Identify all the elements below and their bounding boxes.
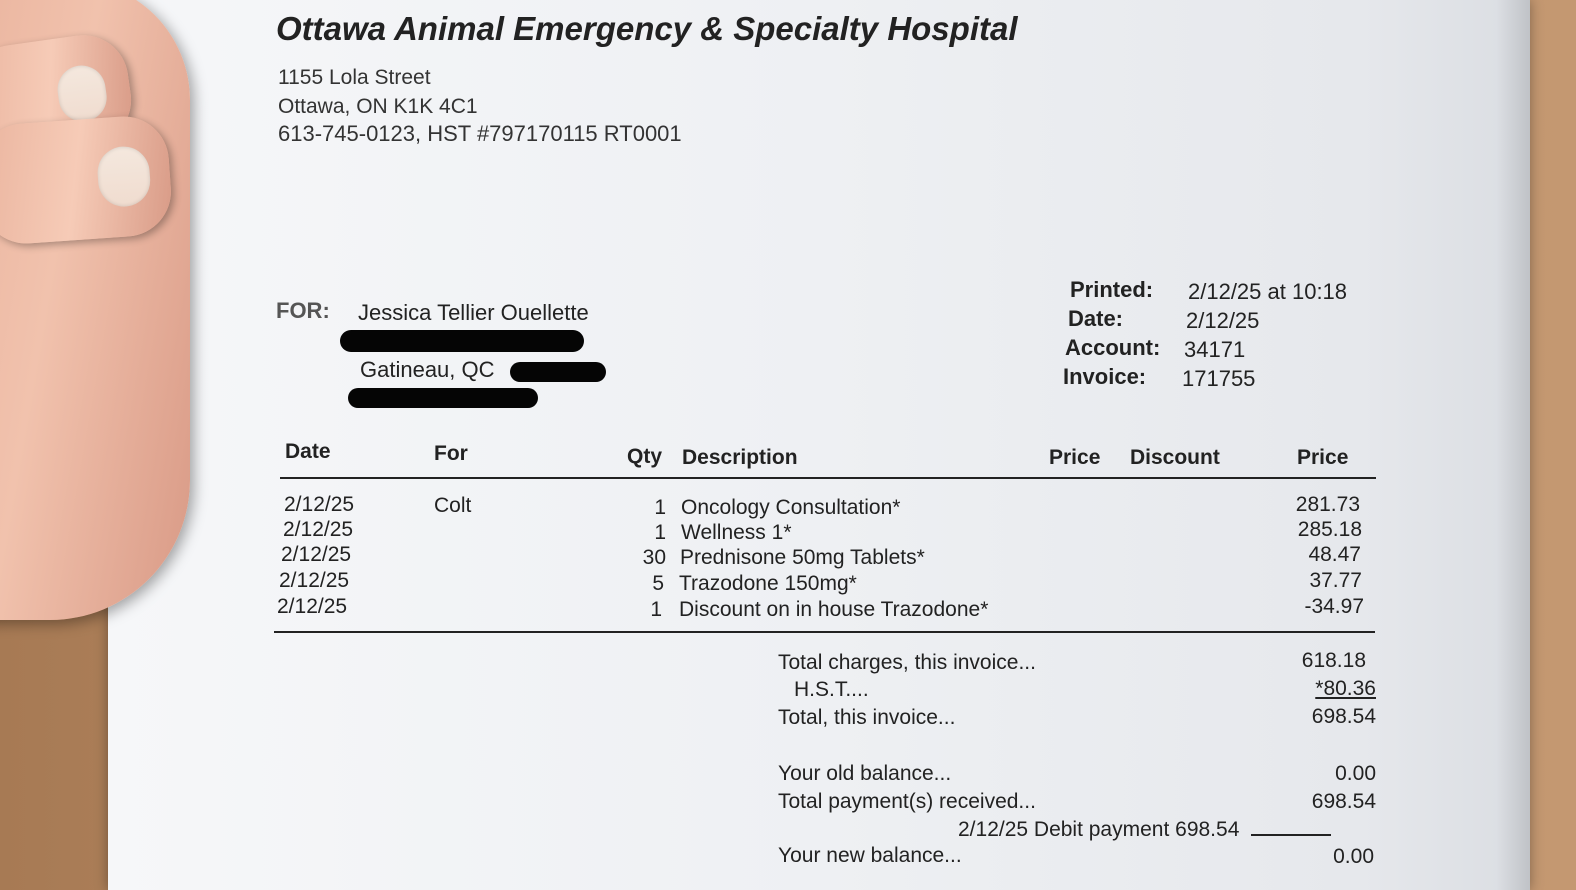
payments-label: Total payment(s) received... [778,790,1036,813]
old-balance-value: 0.00 [1335,762,1376,785]
hospital-address-line1: 1155 Lola Street [278,66,431,89]
row-description: Discount on in house Trazodone* [679,598,989,621]
header-rule [280,477,1376,479]
paper-fold-shadow [1496,0,1530,890]
row-price: 281.73 [1295,493,1360,516]
row-qty: 1 [650,598,662,621]
col-header-discount: Discount [1130,446,1220,469]
rows-rule [274,631,1375,633]
col-header-date: Date [285,440,331,463]
fingernail [96,145,152,208]
hst-label: H.S.T.... [794,678,869,701]
redacted-postal-code [510,362,606,382]
col-header-for: For [434,442,468,465]
payment-blank-line [1251,834,1331,836]
row-price: 37.77 [1309,569,1362,592]
row-date: 2/12/25 [284,493,355,516]
redacted-phone [348,388,538,408]
account-value: 34171 [1184,337,1246,362]
old-balance-label: Your old balance... [778,762,952,785]
row-date: 2/12/25 [279,569,350,592]
total-charges-label: Total charges, this invoice... [778,651,1036,674]
hospital-name: Ottawa Animal Emergency & Specialty Hospital [276,10,1018,47]
payment-detail-text: 2/12/25 Debit payment 698.54 [958,818,1240,841]
hospital-address-line2: Ottawa, ON K1K 4C1 [278,95,478,118]
row-date: 2/12/25 [277,595,348,618]
total-invoice-value: 698.54 [1311,705,1376,728]
redacted-street [340,330,584,352]
payments-value: 698.54 [1311,790,1376,813]
payment-detail [958,818,1331,842]
new-balance-label: Your new balance... [778,844,962,867]
invoice-paper [108,0,1530,890]
col-header-total-price: Price [1297,446,1349,469]
new-balance-value: 0.00 [1333,845,1374,868]
row-description: Oncology Consultation* [681,496,901,519]
row-price: 285.18 [1297,518,1362,541]
hospital-phone-hst: 613-745-0123, HST #797170115 RT0001 [278,121,682,146]
col-header-qty: Qty [627,445,663,468]
printed-value: 2/12/25 at 10:18 [1188,279,1348,304]
col-header-price: Price [1049,446,1101,469]
row-qty: 30 [642,546,666,569]
row-date: 2/12/25 [283,518,354,541]
finger [0,114,174,247]
row-description: Wellness 1* [681,521,792,544]
date-label: Date: [1068,306,1124,331]
invoice-value: 171755 [1182,366,1256,391]
row-price: -34.97 [1304,595,1364,618]
row-qty: 1 [654,496,666,519]
row-description: Prednisone 50mg Tablets* [680,546,925,569]
hst-value: *80.36 [1315,677,1376,700]
for-label: FOR: [276,298,330,323]
row-price: 48.47 [1308,543,1361,566]
account-label: Account: [1065,335,1161,360]
client-name: Jessica Tellier Ouellette [358,300,589,325]
total-invoice-label: Total, this invoice... [778,706,956,729]
date-value: 2/12/25 [1186,308,1260,333]
row-description: Trazodone 150mg* [679,572,857,595]
row-qty: 5 [652,572,664,595]
total-charges-value: 618.18 [1301,649,1366,672]
client-city: Gatineau, QC [360,357,495,382]
row-qty: 1 [654,521,666,544]
row-for: Colt [434,494,472,517]
row-date: 2/12/25 [281,543,352,566]
fingernail [54,62,109,124]
printed-label: Printed: [1070,277,1154,302]
col-header-description: Description [682,446,798,469]
invoice-label: Invoice: [1063,364,1147,389]
